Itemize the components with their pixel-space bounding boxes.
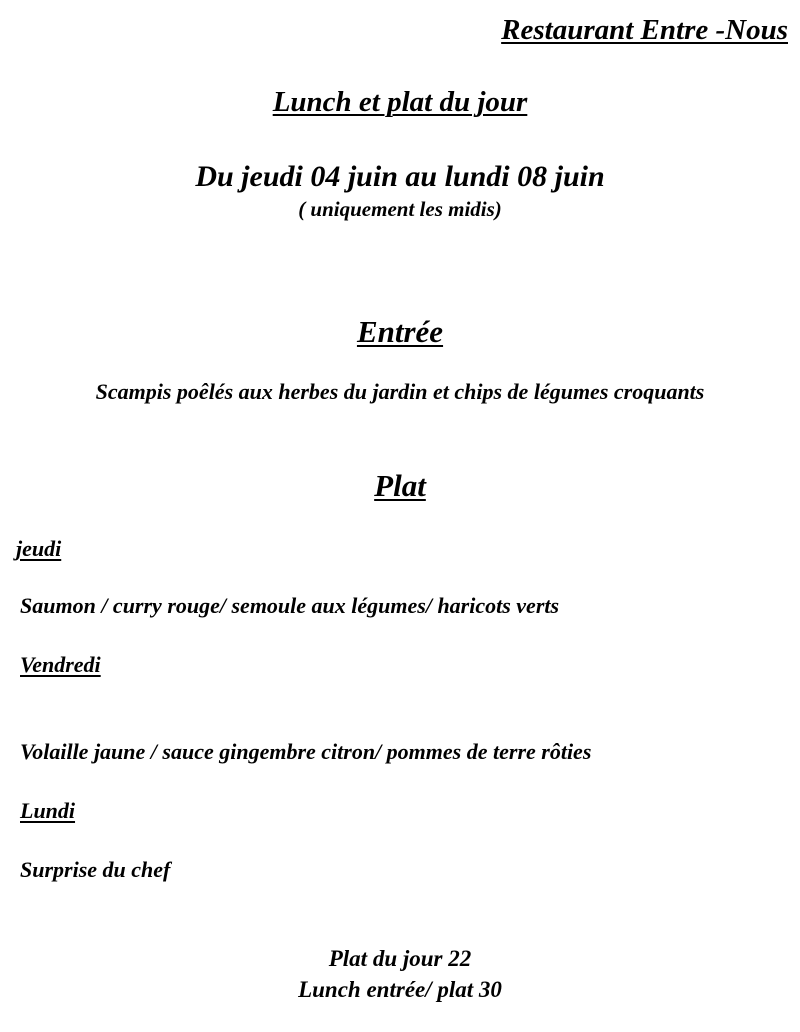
date-range: Du jeudi 04 juin au lundi 08 juin — [195, 160, 605, 193]
restaurant-name: Restaurant Entre -Nous — [501, 14, 788, 46]
dish-jeudi: Saumon / curry rouge/ semoule aux légumes/ haricots verts — [20, 593, 560, 618]
day-label-lundi: Lundi — [20, 798, 76, 823]
price-plat-du-jour: Plat du jour 22 — [328, 946, 472, 971]
day-label-vendredi: Vendredi — [20, 652, 101, 677]
day-label-jeudi: jeudi — [16, 536, 62, 561]
entree-dish: Scampis poêlés aux herbes du jardin et chips de légumes croquants — [95, 379, 705, 404]
entree-heading: Entrée — [356, 314, 444, 349]
price-lunch: Lunch entrée/ plat 30 — [298, 977, 502, 1002]
menu-title: Lunch et plat du jour — [272, 86, 528, 118]
service-note: ( uniquement les midis) — [298, 197, 502, 221]
dish-vendredi: Volaille jaune / sauce gingembre citron/ pommes de terre rôties — [20, 739, 592, 764]
dish-lundi: Surprise du chef — [20, 857, 171, 882]
plat-heading: Plat — [374, 468, 426, 503]
